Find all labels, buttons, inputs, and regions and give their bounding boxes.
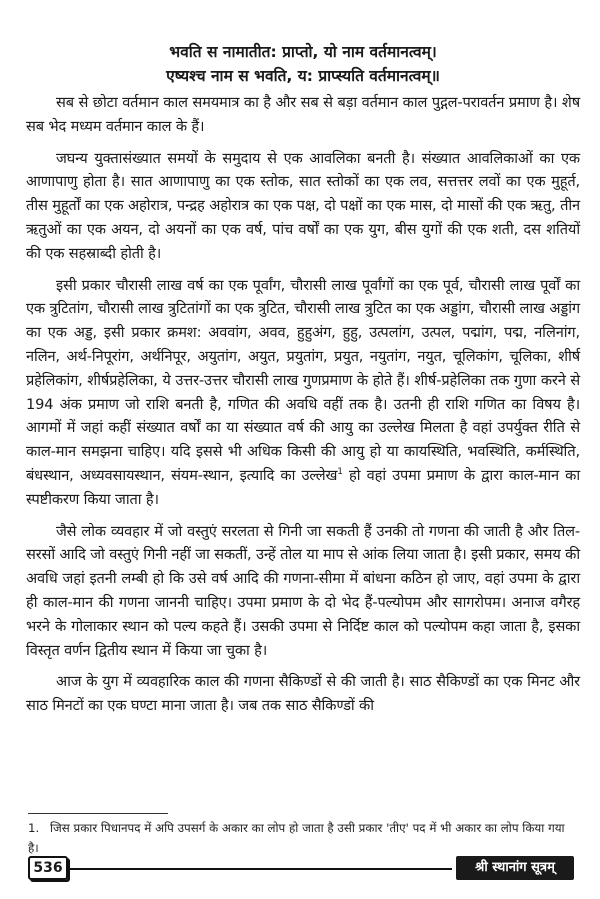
paragraph-3-tail: हो वहां उपमा प्रमाण के द्वारा काल-मान का स्पष्टीकरण किया जाता है। bbox=[26, 466, 580, 508]
paragraph-3 bbox=[26, 274, 580, 512]
paragraph-2: जघन्य युक्तासंख्यात समयों के समुदाय से एक आवलिका बनती है। संख्यात आवलिकाओं का एक आणापाणु होता है। सात आणापाणु का एक स्तोक, सात स्तोकों का एक लव, सत्तत्तर लवों का एक मुहूर्त, तीस मुहूर्तों का एक अहोरात्र, पन्द्रह अहोरात्र का एक पक्ष, दो पक्षों का एक मास, दो मासों की एक ऋतु, तीन ऋतुओं का एक अयन, दो अयनों का एक वर्ष, पांच वर्षों का एक युग, बीस युगों की एक शती, दस शतियों की एक सहस्राब्दी होती है। bbox=[26, 149, 580, 262]
footnote-number: 1. bbox=[28, 821, 40, 835]
page-footer bbox=[28, 856, 574, 882]
paragraph-3-text: इसी प्रकार चौरासी लाख वर्ष का एक पूर्वांग, चौरासी लाख पूर्वांगों का एक पूर्व, चौरासी लाख पूर्वों का एक त्रुटितांग, चौरासी लाख त्रुटितांगों का एक त्रुटित, चौरासी लाख त्रुटित का एक अड्डांग, चौरासी लाख अड्डांग का एक अड्ड, इसी प्रकार क्रमश: अववांग, अवव, हुहुअंग, हुहु, उत्पलांग, उत्पल, पद्मांग, पद्म, नलिनांग, नलिन, अर्थ-निपूरांग, अर्थनिपूर, अयुतांग, अयुत, प्रयुतांग, प्रयुत, नयुतांग, नयुत, चूलिकांग, चूलिका, शीर्ष प्रहेलिकांग, शीर्षप्रहेलिका, ये उत्तर-उत्तर चौरासी लाख गुणप्रमाण के होते हैं। शीर्ष-प्रहेलिका तक गुणा करने से 194 अंक प्रमाण जो राशि बनती है, गणित की अवधि वहीं तक है। उतनी ही राशि गणित का विषय है। आगमों में जहां कहीं संख्यात वर्षों का या संख्यात वर्ष की आयु का उल्लेख मिलता है वहां उपर्युक्त रीति से काल-मान समझना चाहिए। यदि इससे भी अधिक किसी की आयु हो या कायस्थिति, भवस्थिति, कर्मस्थिति, बंधस्थान, अध्यवसायस्थान, संयम-स्थान, इत्यादि का उल्लेख bbox=[26, 276, 580, 484]
page-body bbox=[26, 40, 580, 726]
footer-divider bbox=[70, 868, 452, 870]
verse-line-2: एष्यश्च नाम स भवति, य: प्राप्स्यति वर्तमानत्वम्॥ bbox=[166, 67, 440, 85]
footnote-divider bbox=[28, 813, 168, 814]
footnote-text: जिस प्रकार पिधानपद में अपि उपसर्ग के अकार का लोप हो जाता है उसी प्रकार 'तीए' पद में भी अकार का लोप किया गया है। bbox=[28, 821, 565, 855]
paragraph-1: सब से छोटा वर्तमान काल समयमात्र का है और सब से बड़ा वर्तमान काल पुद्गल-परावर्तन प्रमाण है। शेष सब भेद मध्यम वर्तमान काल के हैं। bbox=[26, 94, 580, 135]
paragraph-4: जैसे लोक व्यवहार में जो वस्तुएं सरलता से गिनी जा सकती हैं उनकी तो गणना की जाती है और तिल-सरसों आदि जो वस्तुएं गिनी नहीं जा सकतीं, उन्हें तोल या माप से आंक लिया जाता है। इसी प्रकार, समय की अवधि जहां इतनी लम्बी हो कि उसे वर्ष आदि की गणना-सीमा में बांधना कठिन हो जाए, वहां उपमा के द्वारा ही काल-मान की गणना जाननी चाहिए। उपमा प्रमाण के दो भेद हैं-पल्योपम और सागरोपम। अनाज वगैरह भरने के गोलाकार स्थान को पल्य कहते हैं। उसकी उपमा से निर्दिष्ट काल को पल्योपम कहा जाता है, इसका विस्तृत वर्णन द्वितीय स्थान में किया जा चुका है। bbox=[26, 522, 580, 659]
footnote bbox=[28, 818, 568, 858]
page-number: 536 bbox=[28, 856, 68, 880]
book-title: श्री स्थानांग सूत्रम् bbox=[456, 856, 574, 880]
paragraph-5: आज के युग में व्यवहारिक काल की गणना सैकिण्डों से की जाती है। साठ सैकिण्डों का एक मिनट और साठ मिनटों का एक घण्टा माना जाता है। जब तक साठ सैकिण्डों की bbox=[26, 673, 580, 715]
sanskrit-verse bbox=[26, 40, 580, 88]
verse-line-1: भवति स नामातीत: प्राप्तो, यो नाम वर्तमानत्वम्। bbox=[169, 43, 437, 61]
footnote-marker: 1 bbox=[337, 467, 343, 478]
